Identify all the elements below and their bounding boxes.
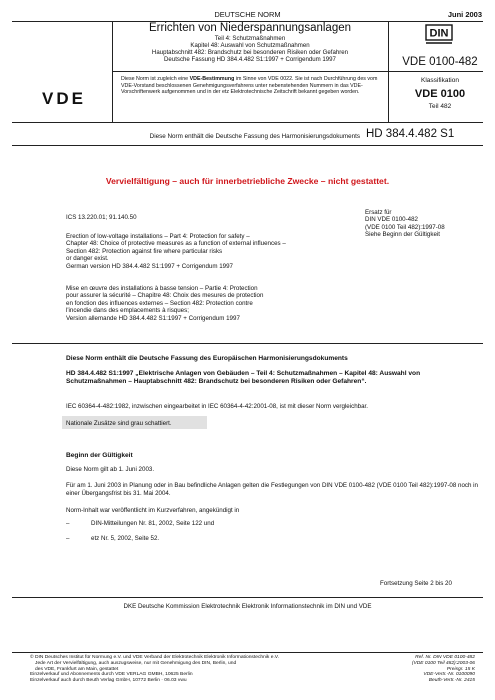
din-logo-text: DIN [429,27,449,40]
subtitle-line: Kapitel 48: Auswahl von Schutzmaßnahmen [190,42,310,50]
copyright-line: Einzelverkauf und Abonnements durch VDE VERLAG GMBH, 10625 Berlin [30,672,193,678]
publication-note: Norm-Inhalt war veröffentlicht im Kurzverfahren, angekündigt in [66,507,240,514]
french-line: en fonction des influences externes – Section 482: Protection contre [66,299,253,307]
vde-note [121,76,386,96]
reference-block [380,655,475,684]
copyright-line: des VDE, Frankfurt am Main, gestattet [35,666,119,672]
english-line: Section 482: Protection against fire where particular risks [66,247,223,255]
document-header [0,10,495,20]
replacement-line: Siehe Beginn der Gültigkeit [365,231,440,239]
hd-number: HD 384.4.482 S1 [366,128,455,140]
reference-line: VDE-Vertr.-Nr. 0100090 [423,672,475,678]
french-line: Mise en œuvre des installations à basse tension – Partie 4: Protection [66,285,258,292]
reference-line: Preisgr. 15 K [446,666,475,672]
vde-note-bold: VDE-Bestimmung [189,76,235,82]
reference-line: (VDE 0100 Teil 482):2003-06 [411,660,475,666]
english-line: or danger exist. [66,255,109,263]
din-logo [403,24,475,50]
ics-code: ICS 13.220.01; 91.140.50 [66,214,137,221]
subtitle-line: Hauptabschnitt 482: Brandschutz bei besonderen Risiken oder Gefahren [151,49,349,57]
document-title: Errichten von Niederspannungsanlagen [148,22,352,34]
vde-note-after: im Sinne von VDE 0022. Sie ist nach Durchführung des vom VDE-Vorstand beschlossenen Genehmigungsverfahrens unter nebenstehenden Nummern in das VDE-Vorschriftenwerk aufgenommen und in der etz Elektrotechnische Zeitschrift bekannt gegeben worden. [121,76,378,96]
list-bullet: – [66,520,70,527]
replacement-line: DIN VDE 0100-482 [365,216,418,224]
frame-bottom-border [12,122,483,123]
copy-warning: Vervielfältigung – auch für innerbetriebliche Zwecke – nicht gestattet. [105,176,390,186]
classification-part: Teil 482 [428,103,452,110]
reference-line: Ref. Nr. DIN VDE 0100-482 [415,655,475,660]
validity-heading: Beginn der Gültigkeit [66,452,133,459]
body-separator [12,343,483,344]
french-line: pour assurer la sécurité – Chapitre 48: Choix des mesures de protection [66,292,264,300]
classification-number: VDE 0100 [414,88,466,100]
body-heading: Diese Norm enthält die Deutsche Fassung des Europäischen Harmonisierungsdokuments [66,355,348,362]
norm-type: DEUTSCHE NORM [214,10,281,19]
replacement-info [365,209,485,239]
reference-line: Beuth-Vertr.-Nr. 2415 [428,678,475,684]
national-additions-note: Nationale Zusätze sind grau schattiert. [66,420,172,427]
validity-start: Diese Norm gilt ab 1. Juni 2003. [66,466,155,473]
copyright-block [30,655,370,684]
vde-logo-text: VDE [42,90,86,106]
dke-commission: DKE Deutsche Kommission Elektrotechnik Elektronik Informationstechnik im DIN und VDE [123,603,372,610]
list-bullet: – [66,535,70,542]
footer-separator [12,652,483,653]
list-item: etz Nr. 5, 2002, Seite 52. [91,535,160,542]
hd-full-title: HD 384.4.482 S1:1997 „Elektrische Anlagen von Gebäuden – Teil 4: Schutzmaßnahmen – Kapitel 48: Auswahl von Schutzmaßnahmen – Hauptabschnitt 482: Brandschutz bei besonderen Risiken oder Gefahren“. [66,370,421,385]
english-line: Chapter 48: Choice of protective measures as a function of external influences – [66,240,286,248]
document-subtitle [112,35,388,63]
list-item: DIN-Mitteilungen Nr. 81, 2002, Seite 122 und [91,520,215,527]
french-title [66,285,366,322]
vde-standard-number: VDE 0100-482 [402,56,478,68]
subtitle-line: Teil 4: Schutzmaßnahmen [214,35,286,42]
vde-note-before: Diese Norm ist zugleich eine [121,76,190,82]
hd-separator [12,145,483,146]
hd-statement: Diese Norm enthält die Deutsche Fassung des Harmonisierungsdokuments [149,133,360,140]
french-line: l'incendie dans des emplacements à risques; [66,307,189,315]
french-line: Version allemande HD 384.4.482 S1:1997 + Corrigendum 1997 [66,314,240,322]
vde-logo-icon [28,90,100,106]
validity-transition: Für am 1. Juni 2003 in Planung oder in Bau befindliche Anlagen gelten die Festlegungen von DIN VDE 0100-482 (VDE 0100 Teil 482):1997-08 noch in einer Übergangsfrist bis 31. Mai 2004. [66,482,478,497]
replacement-line: Ersatz für [365,209,392,216]
issue-date: Juni 2003 [447,10,482,19]
frame-middle-border [112,71,483,72]
copyright-line: Jede Art der Vervielfältigung, auch auszugsweise, nur mit Genehmigung des DIN, Berlin, und [35,660,237,666]
classification-label: Klassifikation [421,77,459,84]
replacement-line: (VDE 0100 Teil 482):1997-08 [365,223,445,231]
english-line: Erection of low-voltage installations – Part 4: Protection for safety – [66,233,250,240]
vde-logo [28,90,100,106]
copyright-line: © DIN Deutsches Institut für Normung e.V. und VDE Verband der Elektrotechnik Elektronik Informationstechnik e.V. [30,655,279,660]
iec-reference: IEC 60364-4-482:1982, inzwischen eingearbeitet in IEC 60364-4-42:2001-08, ist mit dieser Norm vergleichbar. [66,403,368,410]
english-line: German version HD 384.4.482 S1:1997 + Corrigendum 1997 [66,262,233,270]
din-logo-icon [403,24,475,50]
continuation-note: Fortsetzung Seite 2 bis 20 [380,580,452,587]
dke-separator [12,597,483,598]
english-title [66,233,366,270]
copyright-line: Einzelverkauf auch durch Beuth Verlag GmbH, 10772 Berlin · 06.03 vwu [30,678,187,684]
subtitle-line: Deutsche Fassung HD 384.4.482 S1:1997 + Corrigendum 1997 [164,56,336,64]
